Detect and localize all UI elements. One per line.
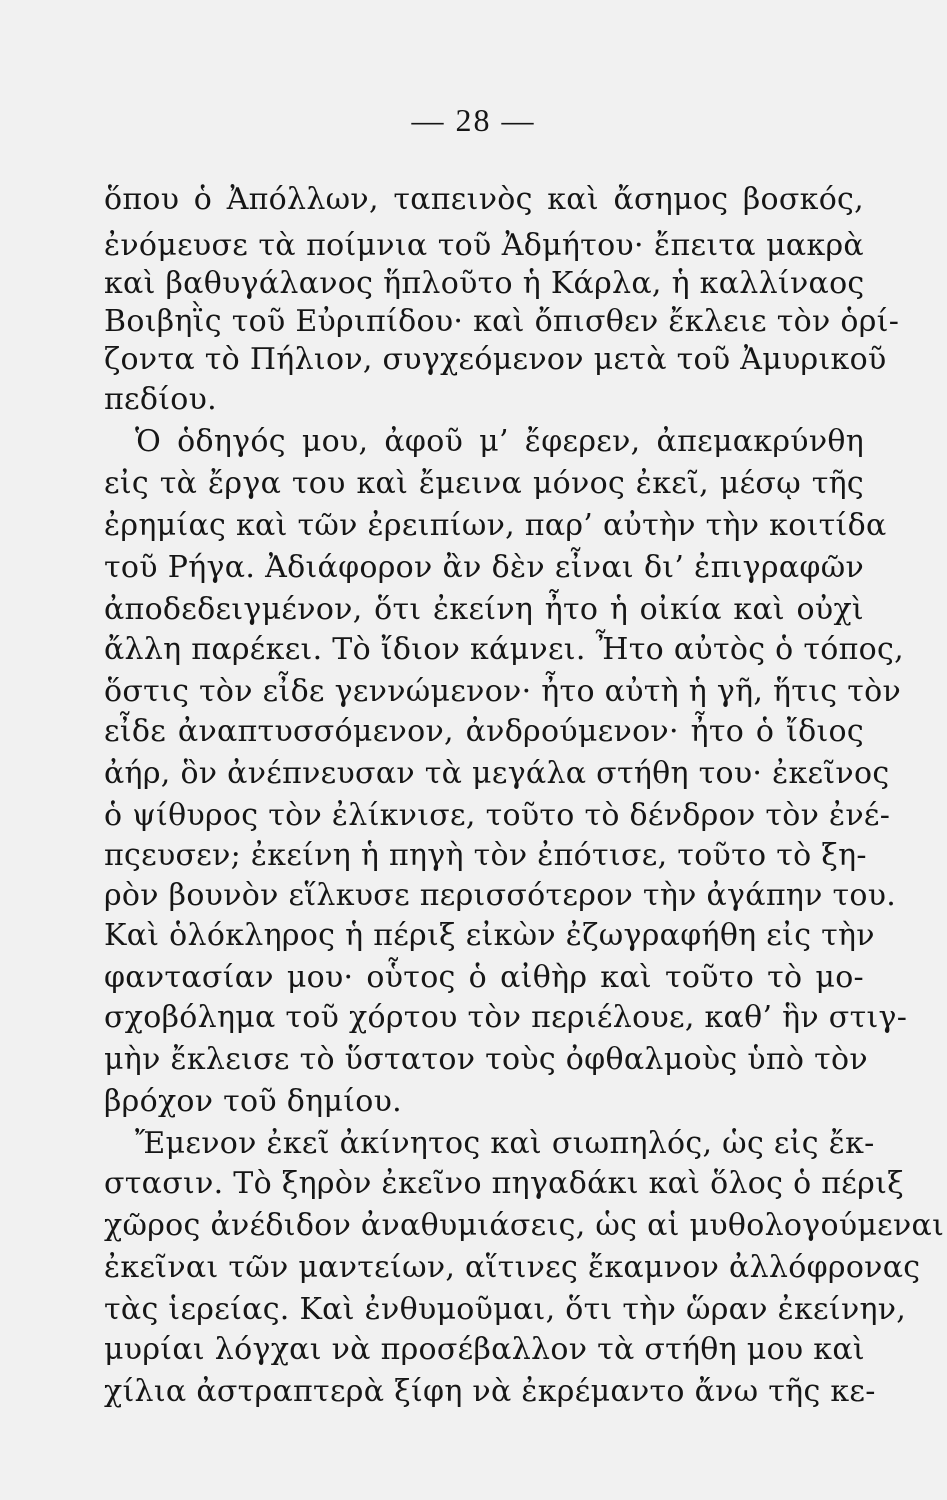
text-line: χίλια ἀστραπτερὰ ξίφη νὰ ἐκρέμαντο ἄνω τῆς κε-	[104, 1374, 876, 1409]
text-line: ζοντα τὸ Πήλιον, συγχεόμενον μετὰ τοῦ Ἀμυρικοῦ	[104, 342, 887, 377]
text-line: τὰς ἱερείας. Καὶ ἐνθυμοῦμαι, ὅτι τὴν ὥραν ἐκείνην,	[104, 1292, 907, 1327]
text-line: ρὸν βουνὸν εἵλκυσε περισσότερον τὴν ἀγάπην του.	[104, 878, 897, 913]
text-line: Βοιβηῒς τοῦ Εὐριπίδου· καὶ ὄπισθεν ἔκλειε τὸν ὁρί-	[104, 304, 900, 339]
text-line: ἀήρ, ὃν ἀνέπνευσαν τὰ μεγάλα στήθη του· ἐκεῖνος	[104, 756, 890, 791]
text-line: στασιν. Τὸ ξηρὸν ἐκεῖνο πηγαδάκι καὶ ὅλος ὁ πέριξ	[104, 1166, 904, 1201]
text-line: σχοβόλημα τοῦ χόρτου τὸν περιέλουε, καθ’ ἣν στιγ-	[104, 1000, 908, 1035]
text-line: πεδίου.	[104, 382, 218, 417]
text-line: ἐκεῖναι τῶν μαντείων, αἵτινες ἔκαμνον ἀλλόφρονας	[104, 1250, 921, 1285]
page-number: — 28 —	[411, 102, 536, 138]
text-line: χῶρος ἀνέδιδον ἀναθυμιάσεις, ὡς αἱ μυθολογούμεναι	[104, 1208, 945, 1243]
text-line: Ἔμενον ἐκεῖ ἀκίνητος καὶ σιωπηλός, ὡς εἰς ἔκ-	[135, 1126, 875, 1161]
text-line: ἐρημίας καὶ τῶν ἐρειπίων, παρ’ αὐτὴν τὴν κοιτίδα	[104, 508, 887, 543]
text-line: μὴν ἔκλεισε τὸ ὕστατον τοὺς ὀφθαλμοὺς ὑπὸ τὸν	[104, 1042, 868, 1077]
text-line: μυρίαι λόγχαι νὰ προσέβαλλον τὰ στήθη μου καὶ	[104, 1332, 865, 1367]
text-line: Καὶ ὁλόκληρος ἡ πέριξ εἰκὼν ἐζωγραφήθη εἰς τὴν	[104, 918, 875, 953]
text-line: τοῦ Ρήγα. Ἀδιάφορον ἂν δὲν εἶναι δι’ ἐπιγραφῶν	[104, 550, 864, 585]
text-line: φαντασίαν μου· οὗτος ὁ αἰθὴρ καὶ τοῦτο τὸ μο-	[104, 960, 864, 995]
text-line: καὶ βαθυγάλανος ἥπλοῦτο ἡ Κάρλα, ἡ καλλίναος	[104, 266, 865, 301]
text-line: ὁ ψίθυρος τὸν ἐλίκνισε, τοῦτο τὸ δένδρον τὸν ἐνέ-	[104, 798, 891, 833]
text-line: εἶδε ἀναπτυσσόμενον, ἀνδρούμενον· ἦτο ὁ ἴδιος	[104, 714, 864, 749]
text-line: εἰς τὰ ἔργα του καὶ ἔμεινα μόνος ἐκεῖ, μέσῳ τῆς	[104, 466, 864, 501]
text-line: πςευσεν; ἐκείνη ἡ πηγὴ τὸν ἐπότισε, τοῦτο τὸ ξη-	[104, 838, 867, 873]
text-line: ἐνόμευσε τὰ ποίμνια τοῦ Ἀδμήτου· ἔπειτα μακρὰ	[104, 228, 864, 263]
text-line: ὅπου ὁ Ἀπόλλων, ταπεινὸς καὶ ἄσημος βοσκός,	[104, 182, 864, 217]
text-line: ἀποδεδειγμένον, ὅτι ἐκείνη ἦτο ἡ οἰκία καὶ οὐχὶ	[104, 592, 864, 627]
text-line: βρόχον τοῦ δημίου.	[104, 1084, 403, 1119]
text-line: Ὁ ὁδηγός μου, ἀφοῦ μ’ ἔφερεν, ἀπεμακρύνθη	[135, 424, 864, 459]
text-line: ἄλλη παρέκει. Τὸ ἴδιον κάμνει. Ἦτο αὐτὸς ὁ τόπος,	[104, 632, 904, 667]
text-line: ὅστις τὸν εἶδε γεννώμενον· ἦτο αὐτὴ ἡ γῆ, ἥτις τὸν	[104, 674, 901, 709]
